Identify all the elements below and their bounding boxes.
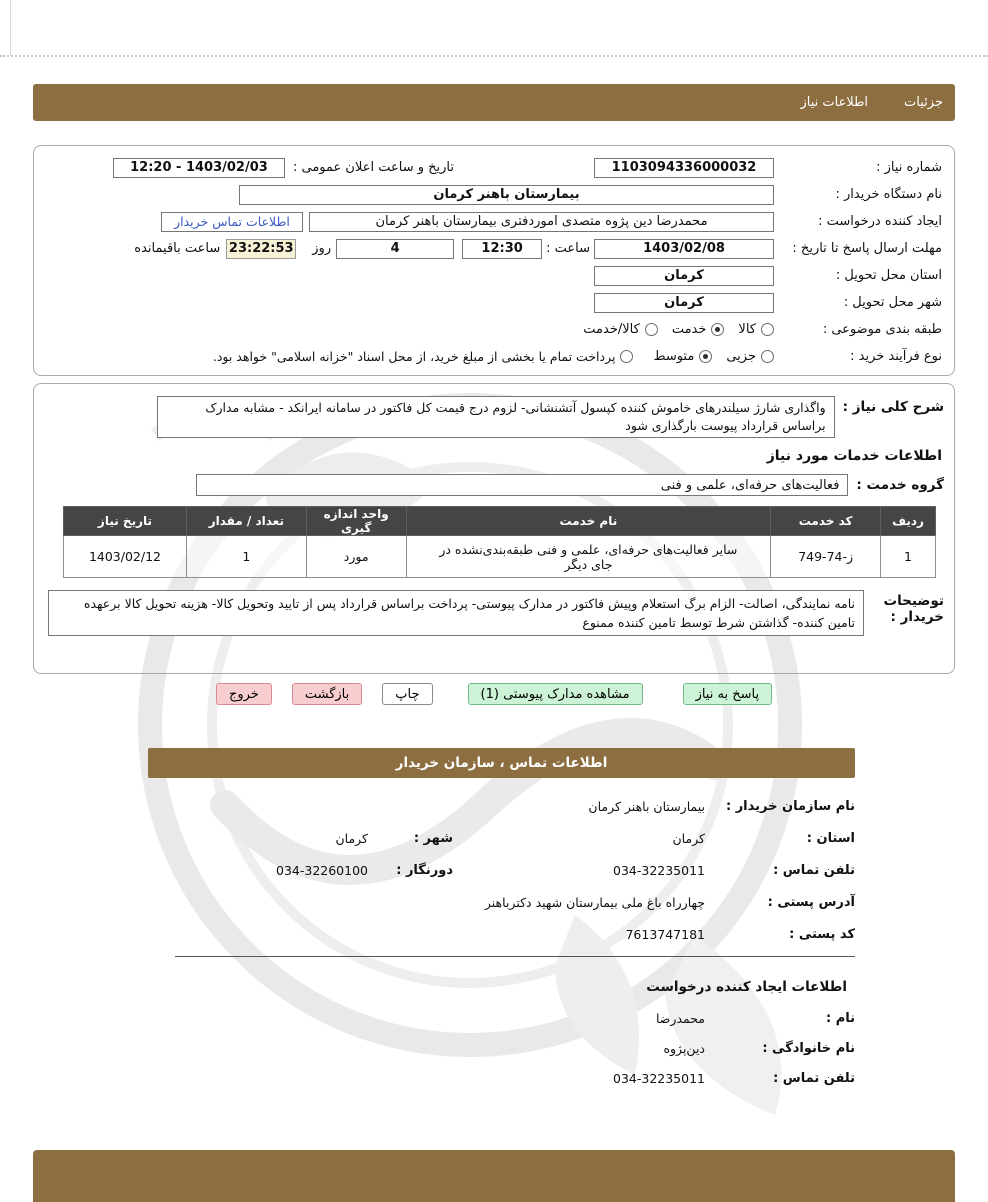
description-field[interactable]: واگذاری شارژ سیلندرهای خاموش کننده کپسول آتشنشانی- لزوم درج قیمت کل فاکتور در سامانه ایرانکد - مشابه مدارک براساس قرارداد پیوست بارگذاری شود: [157, 396, 835, 438]
creator-last-name-row: [148, 1033, 855, 1063]
buyer-org-field[interactable]: بیمارستان باهنر کرمان: [239, 185, 774, 205]
process-option-medium[interactable]: [653, 349, 712, 364]
buyer-contact-linkbox: [161, 212, 303, 232]
service-table-row: [64, 536, 936, 578]
buyer-contact-section: [148, 748, 855, 1093]
deadline-date-field[interactable]: 1403/02/08: [594, 239, 774, 259]
category-label: طبقه بندی موضوعی :: [822, 322, 942, 337]
cell-need-date: 1403/02/12: [64, 536, 187, 578]
countdown-timer: 23:22:53: [226, 239, 296, 259]
announce-label: تاریخ و ساعت اعلان عمومی :: [292, 160, 454, 175]
contact-fax-label: دورنگار :: [396, 862, 453, 878]
process-row: [46, 343, 942, 370]
radio-service-label: خدمت: [671, 322, 707, 337]
contact-province-label: استان :: [806, 830, 855, 846]
services-heading: اطلاعات خدمات مورد نیاز: [766, 448, 942, 464]
tab-details[interactable]: جزئیات: [904, 95, 943, 110]
action-buttons: [0, 683, 988, 705]
need-number-row: [46, 154, 942, 181]
province-label: استان محل تحویل :: [835, 268, 942, 283]
deadline-time-field[interactable]: 12:30: [462, 239, 542, 259]
exit-button[interactable]: خروج: [216, 683, 272, 705]
category-option-goods-service[interactable]: [583, 322, 658, 337]
radio-goods-service-label: کالا/خدمت: [583, 322, 640, 337]
city-row: [46, 289, 942, 316]
creator-phone-row: [148, 1063, 855, 1093]
org-name-row: [148, 790, 855, 822]
section-divider: [175, 956, 855, 957]
buyer-notes-field[interactable]: نامه نمایندگی، اصالت- الزام برگ استعلام وپیش فاکتور در مدارک پیوستی- پرداخت براساس قرارداد پس از تایید وتحویل کالا- هزینه تحویل کالا برعهده تامین کننده- گذاشتن شرط توسط تامین کننده ممنوع: [48, 590, 864, 636]
buyer-org-row: [46, 181, 942, 208]
deadline-days-field[interactable]: 4: [336, 239, 454, 259]
cell-unit: مورد: [306, 536, 406, 578]
treasury-checkbox-label: پرداخت تمام یا بخشی از مبلغ خرید، از محل اسناد "خزانه اسلامی" خواهد بود.: [212, 349, 616, 364]
service-group-row: [44, 474, 944, 496]
category-option-service[interactable]: [672, 322, 725, 337]
print-button[interactable]: چاپ: [382, 683, 432, 705]
need-description-panel: [33, 383, 955, 674]
contact-postal-value: 7613747181: [625, 926, 705, 942]
cell-service-code: ز-74-749: [771, 536, 881, 578]
category-row: [46, 316, 942, 343]
province-field[interactable]: کرمان: [594, 266, 774, 286]
contact-city-value: کرمان: [335, 830, 368, 846]
services-table: [63, 506, 936, 578]
creator-phone-value: 034-32235011: [613, 1070, 705, 1086]
radio-service-icon[interactable]: [711, 323, 724, 336]
buyer-contact-link[interactable]: اطلاعات تماس خریدار: [174, 214, 290, 229]
contact-phone-label: تلفن تماس :: [773, 862, 855, 878]
col-header-row-index: ردیف: [881, 507, 936, 536]
top-left-divider: [10, 0, 11, 56]
city-label: شهر محل تحویل :: [843, 295, 942, 310]
buyer-notes-row: [44, 590, 944, 636]
contact-postal-label: کد پستی :: [789, 926, 855, 942]
creator-first-name-label: نام :: [825, 1010, 855, 1026]
treasury-checkbox-icon[interactable]: [620, 350, 633, 363]
contact-address-value: چهارراه باغ ملی بیمارستان شهید دکترباهنر: [484, 894, 705, 910]
process-option-minor[interactable]: [726, 349, 774, 364]
description-row: [44, 396, 944, 438]
contact-phone-value: 034-32235011: [613, 862, 705, 878]
reply-to-need-button[interactable]: پاسخ به نیاز: [683, 683, 773, 705]
postal-code-row: [148, 918, 855, 950]
creator-last-name-label: نام خانوادگی :: [762, 1040, 855, 1056]
cell-row-index: 1: [881, 536, 936, 578]
creator-first-name-value: محمدرضا: [655, 1010, 705, 1026]
tab-need-info[interactable]: اطلاعات نیاز: [800, 95, 869, 110]
creator-row: [46, 208, 942, 235]
creator-field[interactable]: محمدرضا دین پژوه متصدی اموردفتری بیمارستان باهنر کرمان: [309, 212, 774, 232]
dotted-separator: [0, 55, 988, 57]
footer-bar: [33, 1150, 955, 1202]
process-label: نوع فرآیند خرید :: [850, 349, 942, 364]
phone-fax-row: [148, 854, 855, 886]
buyer-org-label: نام دستگاه خریدار :: [835, 187, 942, 202]
contact-city-label: شهر :: [413, 830, 453, 846]
service-group-label: گروه خدمت :: [856, 477, 944, 493]
need-summary-panel: [33, 145, 955, 376]
announce-field[interactable]: 12:20 - 1403/02/03: [113, 158, 285, 178]
address-row: [148, 886, 855, 918]
radio-minor-label: جزیی: [726, 349, 756, 364]
need-number-label: شماره نیاز :: [876, 160, 942, 175]
page-title-bar: [33, 84, 955, 121]
deadline-time-label: ساعت :: [546, 241, 590, 256]
services-table-header-row: [64, 507, 936, 536]
col-header-service-name: نام خدمت: [406, 507, 771, 536]
creator-last-name-value: دین‌پژوه: [663, 1040, 705, 1056]
radio-medium-label: متوسط: [653, 349, 695, 364]
radio-goods-icon[interactable]: [761, 323, 774, 336]
province-city-row: [148, 822, 855, 854]
description-label: شرح کلی نیاز :: [842, 399, 944, 415]
service-group-field[interactable]: فعالیت‌های حرفه‌ای، علمی و فنی: [196, 474, 848, 496]
creator-first-name-row: [148, 1003, 855, 1033]
city-field[interactable]: کرمان: [594, 293, 774, 313]
province-row: [46, 262, 942, 289]
org-name-value: بیمارستان باهنر کرمان: [588, 798, 705, 814]
col-header-quantity: تعداد / مقدار: [186, 507, 306, 536]
radio-goods-service-icon[interactable]: [645, 323, 658, 336]
cell-quantity: 1: [186, 536, 306, 578]
treasury-payment-option[interactable]: [213, 349, 634, 364]
request-creator-heading: اطلاعات ایجاد کننده درخواست: [646, 979, 847, 995]
col-header-need-date: تاریخ نیاز: [64, 507, 187, 536]
view-attachments-button[interactable]: مشاهده مدارک پیوستی (1): [468, 683, 643, 705]
contact-province-value: کرمان: [672, 830, 705, 846]
category-option-goods[interactable]: [738, 322, 774, 337]
creator-phone-label: تلفن تماس :: [773, 1070, 855, 1086]
cell-service-name: سایر فعالیت‌های حرفه‌ای، علمی و فنی طبقه‌بندی‌نشده در جای دیگر: [406, 536, 771, 578]
col-header-unit: واحد اندازه گیری: [306, 507, 406, 536]
need-number-field[interactable]: 1103094336000032: [594, 158, 774, 178]
buyer-notes-label: توضیحات خریدار :: [883, 593, 944, 625]
radio-medium-icon[interactable]: [699, 350, 712, 363]
countdown-label: ساعت باقیمانده: [134, 241, 221, 256]
contact-fax-value: 034-32260100: [276, 862, 368, 878]
buyer-contact-heading: اطلاعات تماس ، سازمان خریدار: [148, 748, 855, 778]
contact-address-label: آدرس پستی :: [767, 894, 855, 910]
days-label: روز: [312, 241, 332, 256]
deadline-row: [46, 235, 942, 262]
org-name-label: نام سازمان خریدار :: [725, 798, 855, 814]
col-header-service-code: کد خدمت: [771, 507, 881, 536]
creator-label: ایجاد کننده درخواست :: [818, 214, 942, 229]
radio-minor-icon[interactable]: [761, 350, 774, 363]
deadline-label: مهلت ارسال پاسخ تا تاریخ :: [792, 241, 942, 256]
radio-goods-label: کالا: [738, 322, 756, 337]
back-button[interactable]: بازگشت: [292, 683, 362, 705]
